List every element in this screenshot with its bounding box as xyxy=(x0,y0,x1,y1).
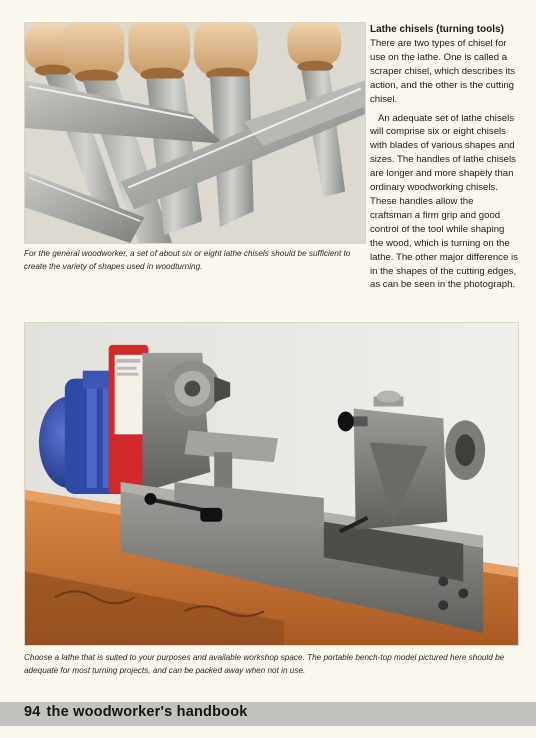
footer-text xyxy=(24,704,248,720)
lathe-chisels-sidebar xyxy=(370,23,518,292)
sidebar-heading: Lathe chisels (turning tools) xyxy=(370,24,504,35)
book-title: the woodworker's handbook xyxy=(46,704,248,720)
page-footer xyxy=(0,702,536,726)
page-number: 94 xyxy=(24,704,41,720)
chisels-photo-caption: For the general woodworker, a set of about six or eight lathe chisels should be sufficient to create the variety of shapes used in woodturning. xyxy=(24,249,351,271)
lathe-photo-caption: Choose a lathe that is suited to your purposes and available workshop space. The portable bench-top model pictured here should be adequate for most turning projects, and can be packed away when not in use. xyxy=(24,653,505,675)
sidebar-paragraph-1: There are two types of chisel for use on the lathe. One is called a scraper chisel, which describes its action, and the other is the cutting chisel. xyxy=(370,38,516,105)
lathe-chisels-photo xyxy=(24,22,366,244)
sidebar-paragraph-2: An adequate set of lathe chisels will comprise six or eight chisels with blades of various shapes and sizes. The handles of lathe chisels are longer and more shapely than ordinary woodworking chisels. These handles allow the craftsman a firm grip and good control of the tool while shaping the wood, which is turning on the lathe. The other major difference is in the shapes of the cutting edges, as can be seen in the photograph. xyxy=(370,112,518,291)
lathe-chisels-illustration xyxy=(25,23,365,243)
bench-lathe-photo xyxy=(24,322,519,646)
bench-lathe-illustration xyxy=(25,323,518,645)
bottom-margin xyxy=(0,726,536,738)
